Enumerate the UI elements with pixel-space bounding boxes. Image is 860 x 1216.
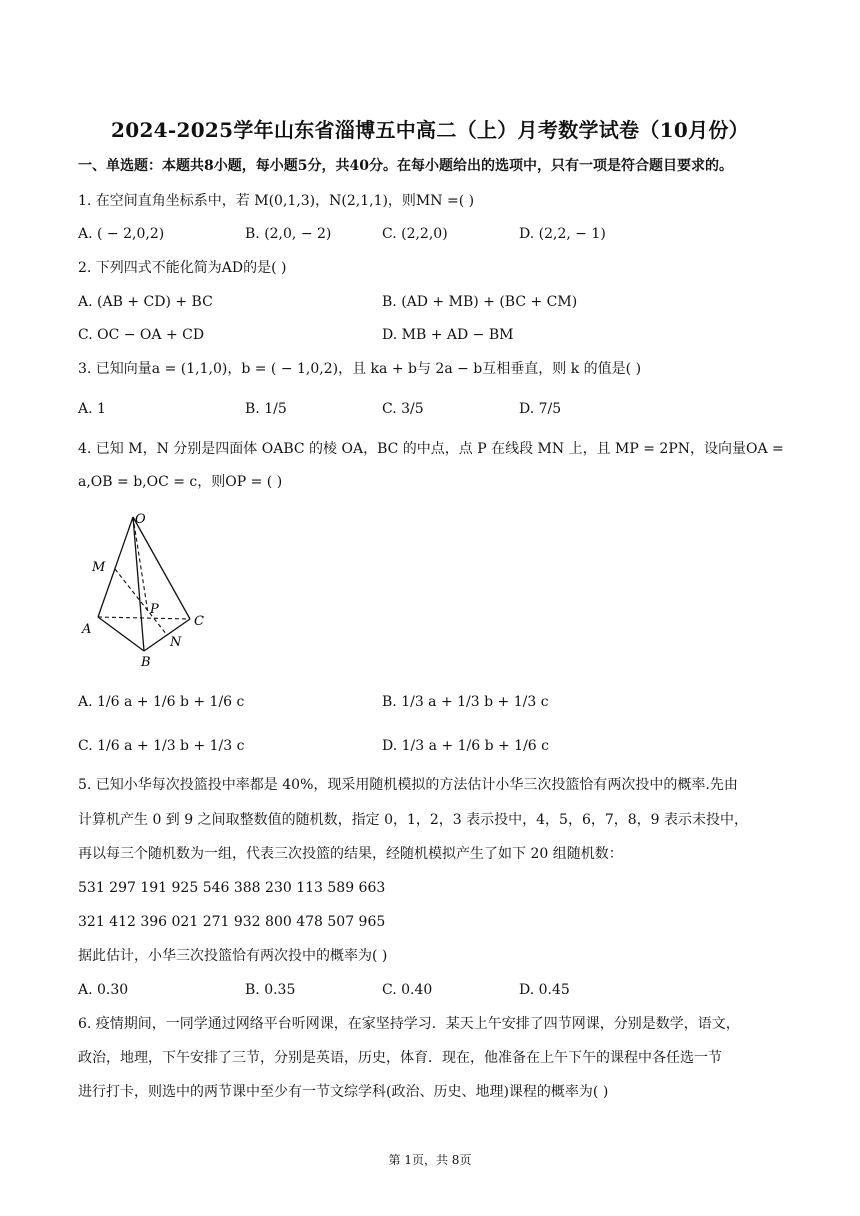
question-5-line2: 计算机产生 0 到 9 之间取整数值的随机数，指定 0，1，2，3 表示投中，4，5，6，7，8，9 表示未投中， <box>78 812 749 828</box>
edge-ac-dashed <box>98 617 190 619</box>
edge-oc <box>133 517 190 619</box>
question-1-stem: 1. 在空间直角坐标系中，若 M(0,1,3)，N(2,1,1)，则MN =( ) <box>78 193 475 209</box>
question-5-line4: 据此估计，小华三次投篮恰有两次投中的概率为( ) <box>78 948 388 964</box>
question-3-option-c: C. 3/5 <box>382 401 424 417</box>
edge-ab <box>98 617 144 651</box>
label-c: C <box>194 614 204 629</box>
question-4-option-b: B. 1/3 a + 1/3 b + 1/3 c <box>382 694 549 710</box>
question-4-option-d: D. 1/3 a + 1/6 b + 1/6 c <box>382 738 549 754</box>
question-2-option-a: A. (AB + CD) + BC <box>78 294 213 310</box>
question-5-option-b: B. 0.35 <box>245 982 296 998</box>
question-3-option-d: D. 7/5 <box>519 401 562 417</box>
label-a: A <box>82 622 92 637</box>
question-6-line2: 政治，地理，下午安排了三节，分别是英语，历史，体育．现在，他准备在上午下午的课程中各任选一节 <box>78 1050 722 1066</box>
question-1-option-a: A. ( − 2,0,2) <box>78 226 165 242</box>
label-b: B <box>141 655 151 670</box>
label-p: P <box>150 602 159 617</box>
label-n: N <box>170 635 182 650</box>
label-o: O <box>135 512 146 527</box>
question-4-option-a: A. 1/6 a + 1/6 b + 1/6 c <box>78 694 245 710</box>
question-6-line3: 进行打卡，则选中的两节课中至少有一节文综学科(政治、历史、地理)课程的概率为( ) <box>78 1084 609 1100</box>
label-m: M <box>92 560 106 575</box>
page-footer: 第 1页，共 8页 <box>388 1153 472 1167</box>
edge-ob <box>133 517 144 651</box>
page-title: 2024-2025学年山东省淄博五中高二（上）月考数学试卷（10月份） <box>111 118 749 142</box>
question-3-option-b: B. 1/5 <box>245 401 287 417</box>
question-1-option-c: C. (2,2,0) <box>382 226 448 242</box>
question-3-option-a: A. 1 <box>78 401 106 417</box>
question-5-option-c: C. 0.40 <box>382 982 433 998</box>
question-1-option-d: D. (2,2, − 1) <box>519 226 606 242</box>
tetrahedron-figure <box>78 505 218 673</box>
question-2-option-b: B. (AD + MB) + (BC + CM) <box>382 294 578 310</box>
question-5-random-numbers-1: 531 297 191 925 546 388 230 113 589 663 <box>78 880 386 896</box>
question-1-option-b: B. (2,0, − 2) <box>245 226 332 242</box>
question-2-option-d: D. MB + AD − BM <box>382 327 514 343</box>
question-4-stem-line2: a,OB = b,OC = c，则OP = ( ) <box>78 474 283 490</box>
question-2-stem: 2. 下列四式不能化简为AD的是( ) <box>78 260 287 276</box>
question-5-option-d: D. 0.45 <box>519 982 570 998</box>
question-4-option-c: C. 1/6 a + 1/3 b + 1/3 c <box>78 738 245 754</box>
question-5-random-numbers-2: 321 412 396 021 271 932 800 478 507 965 <box>78 914 386 930</box>
section-heading: 一、单选题：本题共8小题，每小题5分，共40分。在每小题给出的选项中，只有一项是符合题目要求的。 <box>78 158 733 174</box>
question-5-option-a: A. 0.30 <box>78 982 129 998</box>
question-6-line1: 6. 疫情期间，一同学通过网络平台听网课，在家坚持学习．某天上午安排了四节网课，分别是数学，语文， <box>78 1016 740 1032</box>
question-5-line3: 再以每三个随机数为一组，代表三次投篮的结果，经随机模拟产生了如下 20 组随机数： <box>78 846 623 862</box>
question-3-stem: 3. 已知向量a = (1,1,0)，b = ( − 1,0,2)，且 ka + b与 2a − b互相垂直，则 k 的值是( ) <box>78 361 642 377</box>
question-5-line1: 5. 已知小华每次投篮投中率都是 40%，现采用随机模拟的方法估计小华三次投篮恰有两次投中的概率.先由 <box>78 777 738 793</box>
question-2-option-c: C. OC − OA + CD <box>78 327 205 343</box>
question-4-stem-line1: 4. 已知 M，N 分别是四面体 OABC 的棱 OA，BC 的中点，点 P 在线段 MN 上，且 MP = 2PN，设向量OA = <box>78 441 784 457</box>
segment-mn-dashed <box>115 569 167 635</box>
